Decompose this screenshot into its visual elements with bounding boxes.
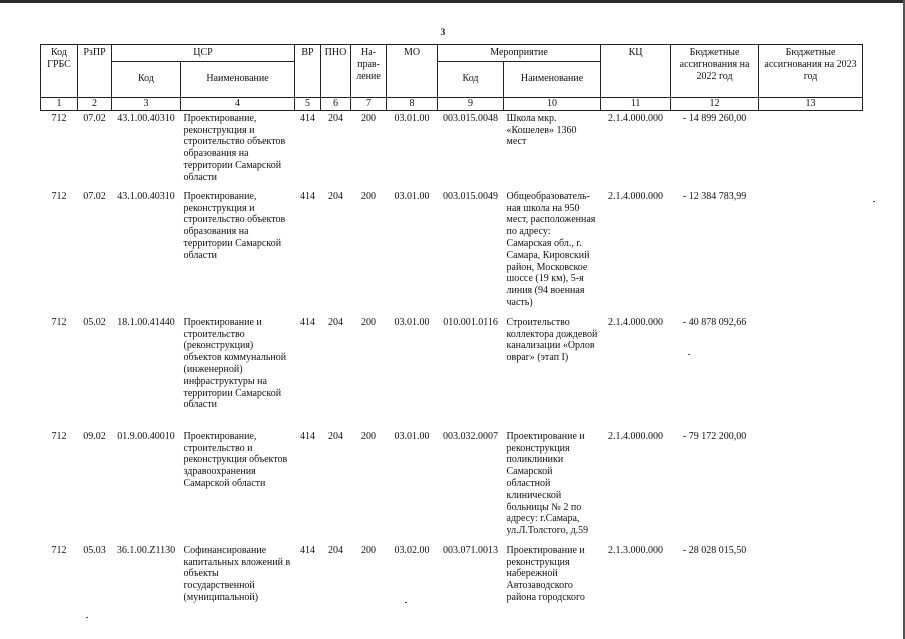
header-pno: ПНО: [321, 45, 351, 98]
cell-budget-2023: [759, 429, 863, 543]
column-number: 7: [351, 97, 387, 110]
header-budget-2023: Бюджетные ассигнования на 2023 год: [759, 45, 863, 98]
cell-csr-name: Проектирование и строительство (реконструкция) объектов коммунальной (инженерной) инфраструктуры на территории Самарской области: [183, 316, 287, 411]
cell-grbs: 712: [51, 190, 67, 202]
header-kod-grbs: Код ГРБС: [41, 45, 78, 98]
column-number: 1: [41, 97, 78, 110]
column-number: 9: [438, 97, 504, 110]
cell-grbs: 712: [51, 112, 67, 124]
cell-mo: 03.01.00: [394, 316, 430, 328]
cell-budget-2023: [759, 110, 863, 189]
table-row: [41, 189, 863, 315]
cell-pno: 204: [328, 190, 344, 202]
cell-meropriyatie-kod: 003.071.0013: [443, 544, 499, 556]
cell-mo: 03.01.00: [394, 430, 430, 442]
cell-budget-2023: [759, 543, 863, 615]
cell-vr: 414: [300, 190, 316, 202]
scan-speck: [405, 602, 407, 603]
cell-grbs: 712: [51, 544, 67, 556]
cell-meropriyatie-kod: 010.001.0116: [443, 316, 498, 328]
column-number-row: [41, 97, 863, 110]
cell-kc: 2.1.4.000.000: [608, 316, 664, 328]
cell-meropriyatie-name: Строительство коллектора дождевой канализации «Орлов овраг» (этап I): [506, 316, 598, 364]
column-number: 6: [321, 97, 351, 110]
cell-csr-name: Проектирование, реконструкция и строительство объектов образования на территории Самарской области: [183, 112, 286, 183]
cell-csr-kod: 36.1.00.Z1130: [116, 544, 176, 556]
cell-csr-name: Проектирование, строительство и реконструкция объектов здравоохранения Самарской области: [183, 430, 288, 489]
header-csr: ЦСР: [112, 45, 295, 62]
header-vr: ВР: [295, 45, 321, 98]
cell-budget-2023: [759, 189, 863, 315]
cell-meropriyatie-name: Проектирование и реконструкция поликлиники Самарской областной клинической больницы № 2 по адресу: г.Самара, ул.Л.Толстого, д.59: [506, 430, 589, 537]
scan-speck: [688, 354, 690, 355]
table-row: [41, 110, 863, 189]
cell-mo: 03.01.00: [394, 112, 430, 124]
cell-budget-2022: - 79 172 200,00: [682, 430, 747, 442]
cell-vr: 414: [300, 112, 316, 124]
cell-vr: 414: [300, 544, 316, 556]
cell-rzpr: 05.02: [83, 316, 106, 328]
cell-grbs: 712: [51, 430, 67, 442]
cell-budget-2022: - 14 899 260,00: [682, 112, 747, 124]
column-number: 5: [295, 97, 321, 110]
header-csr-kod: Код: [112, 61, 181, 97]
header-csr-name: Наименование: [181, 61, 295, 97]
column-number: 4: [181, 97, 295, 110]
scan-speck: [873, 201, 875, 202]
cell-csr-name: Софинансирование капитальных вложений в объекты государственной (муниципальной): [183, 544, 291, 603]
cell-pno: 204: [328, 544, 344, 556]
cell-rzpr: 07.02: [83, 190, 106, 202]
cell-mo: 03.01.00: [394, 190, 430, 202]
page-top-edge: [0, 0, 905, 3]
cell-csr-name: Проектирование, реконструкция и строительство объектов образования на территории Самарской области: [183, 190, 286, 261]
cell-budget-2022: - 12 384 783,99: [682, 190, 747, 202]
table-row: [41, 315, 863, 429]
cell-meropriyatie-kod: 003.032.0007: [443, 430, 499, 442]
scan-speck: [86, 617, 88, 618]
cell-kc: 2.1.4.000.000: [608, 430, 664, 442]
cell-napravlenie: 200: [361, 544, 377, 556]
cell-mo: 03.02.00: [394, 544, 430, 556]
table-row: [41, 543, 863, 615]
cell-rzpr: 05.03: [83, 544, 106, 556]
cell-kc: 2.1.4.000.000: [608, 190, 664, 202]
page-number: 3: [440, 27, 446, 37]
cell-meropriyatie-name: Школа мкр. «Кошелев» 1360 мест: [506, 112, 577, 148]
cell-napravlenie: 200: [361, 430, 377, 442]
cell-vr: 414: [300, 430, 316, 442]
table-body: [41, 110, 863, 615]
table-row: [41, 429, 863, 543]
column-number: 8: [387, 97, 438, 110]
cell-vr: 414: [300, 316, 316, 328]
cell-meropriyatie-kod: 003.015.0048: [443, 112, 499, 124]
cell-napravlenie: 200: [361, 316, 377, 328]
cell-napravlenie: 200: [361, 112, 377, 124]
cell-rzpr: 07.02: [83, 112, 106, 124]
header-kc: КЦ: [601, 45, 671, 98]
column-number: 12: [671, 97, 759, 110]
cell-meropriyatie-name: Проектирование и реконструкция набережной Автозаводского района городского: [506, 544, 585, 603]
column-number: 13: [759, 97, 863, 110]
cell-budget-2022: - 28 028 015,50: [682, 544, 747, 556]
budget-table: [40, 44, 863, 615]
cell-rzpr: 09.02: [83, 430, 106, 442]
cell-kc: 2.1.3.000.000: [608, 544, 664, 556]
cell-grbs: 712: [51, 316, 67, 328]
header-meropriyatie-name: Наименование: [504, 61, 601, 97]
column-number: 2: [78, 97, 112, 110]
cell-csr-kod: 43.1.00.40310: [117, 112, 175, 124]
header-budget-2022: Бюджетные ассигнования на 2022 год: [671, 45, 759, 98]
cell-kc: 2.1.4.000.000: [608, 112, 664, 124]
cell-csr-kod: 01.9.00.40010: [117, 430, 175, 442]
cell-csr-kod: 43.1.00.40310: [117, 190, 175, 202]
table-header: [41, 45, 863, 111]
cell-budget-2023: [759, 315, 863, 429]
cell-pno: 204: [328, 112, 344, 124]
header-napravlenie: На-прав-ление: [351, 45, 387, 98]
column-number: 10: [504, 97, 601, 110]
column-number: 3: [112, 97, 181, 110]
cell-meropriyatie-kod: 003.015.0049: [443, 190, 499, 202]
cell-budget-2022: - 40 878 092,66: [682, 316, 747, 328]
header-meropriyatie-kod: Код: [438, 61, 504, 97]
header-meropriyatie: Мероприятие: [438, 45, 601, 62]
header-mo: МО: [387, 45, 438, 98]
cell-pno: 204: [328, 316, 344, 328]
cell-napravlenie: 200: [361, 190, 377, 202]
header-rzpr: РзПР: [78, 45, 112, 98]
cell-csr-kod: 18.1.00.41440: [117, 316, 175, 328]
cell-pno: 204: [328, 430, 344, 442]
column-number: 11: [601, 97, 671, 110]
cell-meropriyatie-name: Общеобразователь-ная школа на 950 мест, расположенная по адресу: Самарская обл., г. Самара, Кировский район, Московское шоссе (19 км), 5-я линия (94 военная часть): [506, 190, 596, 308]
